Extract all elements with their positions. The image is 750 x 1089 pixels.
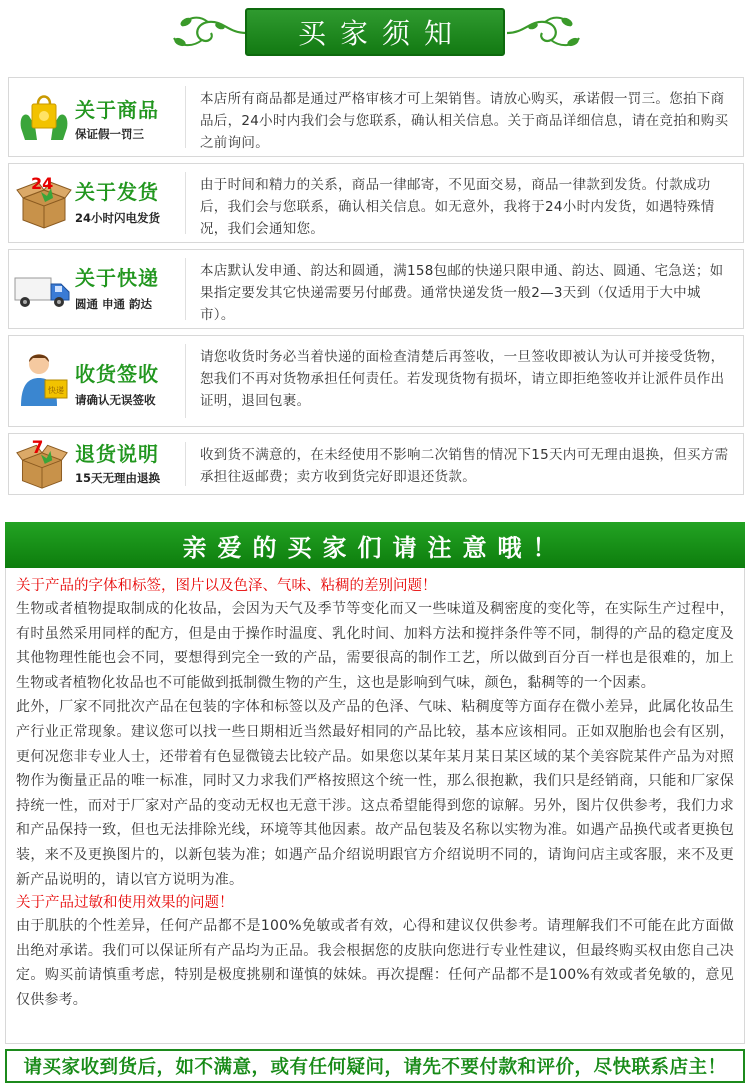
notice-label	[9, 78, 185, 156]
footer-text: 请买家收到货后，如不满意，或有任何疑问，请先不要付款和评价，尽快联系店主！	[23, 1057, 727, 1078]
dear-buyers-content	[5, 568, 745, 1044]
notice-subtitle: 保证假一罚三	[75, 127, 144, 141]
notice-label	[9, 336, 185, 426]
notice-title: 关于快递	[75, 266, 159, 290]
parcel-24h-icon	[15, 172, 73, 230]
paragraph: 此外，厂家不同批次产品在包装的字体和标签以及产品的色泽、气味、粘稠度等方面存在微小差异，此属化妆品生产行业正常现象。建议您可以找一些日期相近当然最好相同的产品比较，基本应该相同。正如双胞胎也会有区别，更何况您非专业人士，还带着有色显微镜去比较产品。如果您以某年某月某日某区域的某个美容院某件产品为对照物作为衡量正品的唯一标准，同时又力求我们严格按照这个统一性，那么很抱歉，我们只是经销商，只能和厂家保持统一性，而对于厂家对产品的变动无权也无意干涉。这点希望能得到您的谅解。另外，图片仅供参考，我们力求和产品保持一致，但也无法排除光线，环境等其他因素。故产品包装及名称以实物为准。如遇产品换代或者更换包装，来不及更换图片的，以新包装为准；如遇产品介绍说明跟官方介绍说明不同的，请询问店主或客服，来不及更新产品说明的，请以官方说明为准。	[16, 699, 734, 888]
notice-title: 退货说明	[75, 442, 159, 466]
notice-item-express	[8, 249, 744, 329]
notice-text: 请您收货时务必当着快递的面检查清楚后再签收，一旦签收即被认为认可并接受货物，恕我们不再对货物承担任何责任。若发现货物有损坏，请立即拒绝签收并让派件员作出证明，退回包裹。	[200, 349, 725, 409]
svg-text:7: 7	[31, 436, 44, 457]
notice-item-receipt	[8, 335, 744, 427]
notice-text: 收到货不满意的，在未经使用不影响二次销售的情况下15天内可无理由退换，但买方需承担往返邮费；卖方收到货完好即退还货款。	[200, 447, 729, 485]
section-heading-differences: 关于产品的字体和标签，图片以及色泽、气味、粘稠的差别问题！	[16, 578, 437, 594]
notice-title: 关于商品	[75, 98, 159, 122]
svg-text:24: 24	[31, 174, 54, 193]
dear-buyers-title: 亲爱的买家们请注意哦！	[182, 533, 568, 562]
notice-item-returns	[8, 433, 744, 495]
delivery-truck-icon	[11, 258, 73, 316]
section-heading-allergy: 关于产品过敏和使用效果的问题！	[16, 895, 234, 912]
courier-person-icon	[15, 350, 73, 408]
return-7day-icon	[15, 436, 69, 490]
notice-title: 收货签收	[75, 362, 159, 386]
flourish-left-icon	[168, 12, 248, 54]
header-banner	[245, 8, 505, 56]
paragraph: 生物或者植物提取制成的化妆品，会因为天气及季节等变化而又一些味道及稠密度的变化等，在实际生产过程中，有时虽然采用同样的配方，但是由于操作时温度、乳化时间、加料方法和搅拌条件等不同，制得的产品的稳定度及其他物理性能也会不同，要想得到完全一致的产品，需要很高的制作工艺，所以做到百分百一样也是很难的，加上生物或者植物化妆品也不可能做到抵制微生物的产生，这也是影响到气味，颜色，黏稠等的一个因素。	[16, 601, 734, 691]
notice-text: 本店默认发申通、韵达和圆通，满158包邮的快递只限申通、韵达、圆通、宅急送；如果指定要发其它快递需要另付邮费。通常快递发货一般2—3天到（仅适用于大中城市）。	[200, 263, 724, 323]
notice-label	[9, 164, 185, 242]
notice-subtitle: 15天无理由退换	[75, 471, 161, 485]
notice-text: 由于时间和精力的关系，商品一律邮寄，不见面交易，商品一律款到发货。付款成功后，我们会与您联系，确认相关信息。如无意外，我将于24小时内发货，如遇特殊情况，我们会通知您。	[200, 177, 715, 237]
notice-item-product	[8, 77, 744, 157]
shopping-bag-icon	[15, 86, 73, 144]
notice-label	[9, 434, 185, 494]
notice-item-shipping	[8, 163, 744, 243]
dear-buyers-banner	[5, 522, 745, 568]
notice-title: 关于发货	[75, 180, 159, 204]
notice-subtitle: 请确认无误签收	[75, 393, 156, 407]
page-header	[0, 0, 750, 72]
notice-subtitle: 24小时闪电发货	[75, 211, 161, 225]
notice-text: 本店所有商品都是通过严格审核才可上架销售。请放心购买，承诺假一罚三。您拍下商品后，24小时内我们会与您联系，确认相关信息。关于商品详细信息，请在竞拍和购买之前询问。	[200, 91, 729, 151]
paragraph: 由于肌肤的个性差异，任何产品都不是100%免敏或者有效，心得和建议仅供参考。请理解我们不可能在此方面做出绝对承诺。我们可以保证所有产品均为正品。我会根据您的皮肤向您进行专业性建议，但最终购买权由您自己决定。购买前请慎重考虑，特别是极度挑剔和谨慎的妹妹。再次提醒：任何产品都不是100%有效或者免敏的，意见仅供参考。	[16, 918, 734, 1008]
page-title: 买家须知	[297, 17, 466, 50]
notice-label	[9, 250, 185, 328]
flourish-right-icon	[505, 12, 585, 54]
notice-subtitle: 圆通 申通 韵达	[75, 297, 153, 311]
svg-text:快递: 快递	[48, 386, 64, 395]
footer-notice	[5, 1049, 745, 1083]
notice-list	[8, 77, 744, 501]
